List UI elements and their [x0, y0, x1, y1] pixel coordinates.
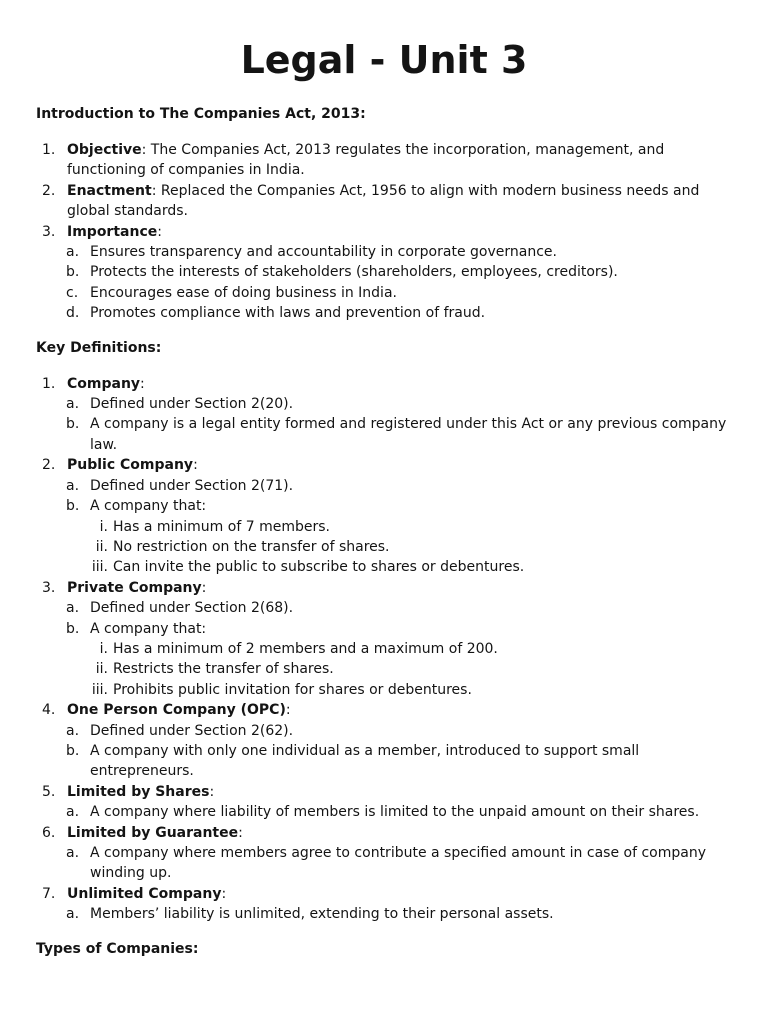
item-term: Limited by Guarantee	[67, 824, 239, 841]
list-marker: ii.	[95, 538, 108, 555]
section-heading-definitions: Key Definitions:	[36, 339, 162, 356]
list-item	[36, 741, 736, 782]
list-marker: d.	[66, 305, 80, 322]
item-text: :	[285, 702, 291, 719]
item-text: Promotes compliance with laws and prevention of fraud.	[90, 305, 486, 322]
item-text: A company where members agree to contribute a specified amount in case of company winding up.	[90, 845, 706, 882]
item-text: No restriction on the transfer of shares.	[113, 538, 390, 555]
list-item	[36, 802, 736, 822]
list-item	[36, 181, 736, 222]
list-marker: 2.	[42, 457, 56, 474]
section-heading-intro: Introduction to The Companies Act, 2013:	[36, 106, 366, 122]
item-text: Members’ liability is unlimited, extending to their personal assets.	[90, 906, 554, 923]
list-marker: a.	[66, 396, 80, 413]
list-item	[36, 455, 736, 577]
item-term: One Person Company (OPC)	[67, 702, 286, 719]
item-text: Defined under Section 2(20).	[90, 396, 294, 413]
list-item	[36, 222, 736, 324]
item-term: Public Company	[67, 457, 194, 474]
item-text: Can invite the public to subscribe to shares or debentures.	[113, 559, 525, 576]
sub-list	[67, 721, 736, 782]
item-text: : Replaced the Companies Act, 1956 to align with modern business needs and global standards.	[67, 182, 700, 220]
sub-list	[67, 843, 736, 884]
document-page	[36, 0, 736, 959]
sub-list	[90, 517, 736, 578]
item-term: Company	[67, 375, 141, 392]
list-marker: a.	[66, 906, 80, 923]
item-text: Defined under Section 2(71).	[90, 477, 294, 494]
list-marker: iii.	[91, 681, 108, 698]
list-item	[36, 578, 736, 700]
item-text: Ensures transparency and accountability in corporate governance.	[90, 244, 557, 261]
list-item	[36, 700, 736, 782]
item-text: Protects the interests of stakeholders (shareholders, employees, creditors).	[90, 264, 618, 281]
item-term: Objective	[67, 142, 142, 158]
list-marker: a.	[66, 804, 80, 821]
list-marker: a.	[66, 845, 80, 861]
list-marker: a.	[66, 477, 80, 494]
list-item	[36, 659, 736, 679]
item-text: :	[238, 824, 243, 841]
item-term: Limited by Shares	[67, 783, 210, 800]
list-item	[36, 680, 736, 700]
list-item	[36, 140, 736, 181]
list-marker: 4.	[42, 702, 56, 719]
item-text: :	[193, 457, 198, 474]
list-marker: i.	[99, 640, 108, 657]
list-marker: 1.	[42, 142, 56, 158]
list-item	[36, 639, 736, 659]
item-text: Has a minimum of 7 members.	[113, 518, 330, 535]
list-item	[36, 721, 736, 741]
list-item	[36, 904, 736, 924]
item-text: A company with only one individual as a member, introduced to support small entrepreneurs.	[90, 742, 640, 780]
list-item	[36, 262, 736, 282]
item-text: A company is a legal entity formed and registered under this Act or any previous company law.	[90, 416, 727, 453]
list-item	[36, 884, 736, 925]
definitions-list	[36, 374, 736, 925]
list-item	[36, 517, 736, 537]
list-item	[36, 374, 736, 456]
list-item	[36, 414, 736, 455]
list-item	[36, 537, 736, 557]
list-marker: b.	[66, 742, 80, 759]
item-text: :	[209, 783, 215, 800]
list-item	[36, 557, 736, 577]
list-item	[36, 476, 736, 496]
list-marker: 1.	[42, 375, 56, 392]
section-heading-types: Types of Companies:	[36, 940, 199, 957]
sub-list	[67, 802, 736, 822]
list-item	[36, 598, 736, 618]
list-item	[36, 782, 736, 823]
sub-list	[67, 476, 736, 578]
sub-list	[90, 639, 736, 700]
intro-list	[36, 140, 736, 324]
list-marker: b.	[66, 264, 80, 281]
item-text: Restricts the transfer of shares.	[113, 661, 334, 678]
item-text: Encourages ease of doing business in India.	[90, 284, 397, 301]
item-text: Has a minimum of 2 members and a maximum of 200.	[113, 640, 498, 657]
list-marker: 3.	[42, 223, 56, 240]
list-marker: b.	[66, 416, 80, 433]
item-text: A company that:	[90, 498, 207, 515]
list-marker: ii.	[95, 661, 108, 678]
item-text: Defined under Section 2(68).	[90, 600, 294, 617]
list-marker: a.	[66, 722, 80, 739]
list-item	[36, 843, 736, 884]
list-item	[36, 823, 736, 884]
item-term: Unlimited Company	[67, 885, 222, 902]
list-item	[36, 242, 736, 262]
item-text: :	[140, 375, 145, 392]
item-term: Importance	[67, 223, 158, 240]
sub-list	[67, 394, 736, 455]
list-marker: 7.	[42, 885, 56, 902]
list-marker: a.	[66, 600, 80, 617]
list-marker: 2.	[42, 182, 56, 199]
list-marker: iii.	[91, 559, 108, 576]
page-title: Legal - Unit 3	[240, 38, 528, 82]
list-item	[36, 394, 736, 414]
item-text: : The Companies Act, 2013 regulates the incorporation, management, and functioning of companies in India.	[67, 142, 665, 179]
list-marker: b.	[66, 620, 80, 637]
list-item	[36, 619, 736, 701]
item-text: :	[157, 223, 162, 240]
list-marker: 6.	[42, 824, 56, 841]
list-marker: 3.	[42, 579, 56, 596]
list-item	[36, 303, 736, 323]
list-item	[36, 496, 736, 578]
list-marker: i.	[99, 518, 108, 535]
item-text: Defined under Section 2(62).	[90, 722, 294, 739]
sub-list	[67, 904, 736, 924]
item-text: :	[221, 885, 227, 902]
item-text: A company where liability of members is limited to the unpaid amount on their shares.	[90, 804, 700, 821]
list-marker: 5.	[42, 783, 56, 800]
item-term: Private Company	[67, 579, 202, 596]
item-text: Prohibits public invitation for shares or debentures.	[113, 681, 472, 698]
list-marker: a.	[66, 244, 80, 261]
sub-list	[67, 598, 736, 700]
item-text: :	[201, 579, 207, 596]
list-marker: c.	[66, 284, 79, 301]
list-marker: b.	[66, 498, 80, 515]
sub-list	[67, 242, 736, 324]
item-term: Enactment	[67, 182, 152, 199]
item-text: A company that:	[90, 620, 207, 637]
list-item	[36, 283, 736, 303]
